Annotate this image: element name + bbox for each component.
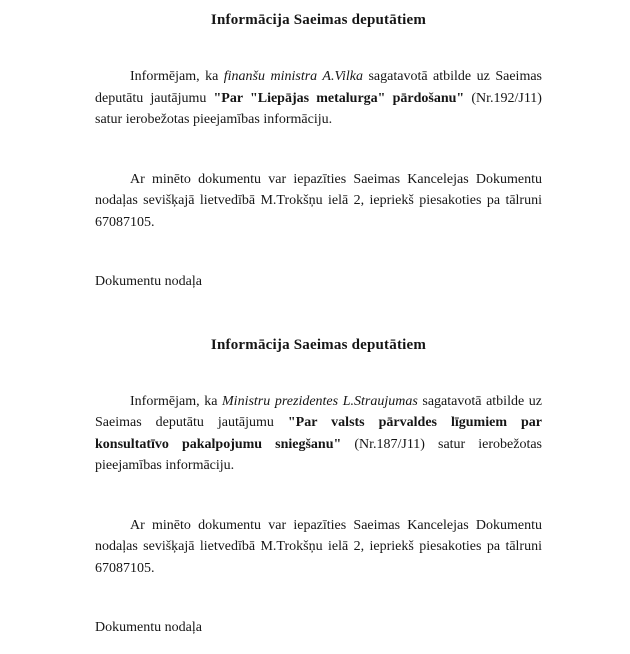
text-segment: Informējam, ka — [130, 69, 224, 84]
minister-name: Ministru prezidentes L.Straujumas — [222, 393, 418, 409]
section-title: Informācija Saeimas deputātiem — [210, 12, 427, 28]
text-segment: (Nr.187/J11) satur ierobežotas pieejamības informāciju. — [95, 436, 543, 473]
signature: Dokumentu nodaļa — [95, 274, 202, 289]
paragraph-intro — [95, 391, 542, 477]
text-segment: sagatavotā atbilde uz Saeimas deputātu jautājumu — [95, 393, 542, 430]
text-segment: Informējam, ka — [130, 393, 223, 409]
question-title: "Par "Liepājas metalurga" pārdošanu" — [213, 90, 465, 106]
question-title: "Par valsts pārvaldes līgumiem par konsultatīvo pakalpojumu sniegšanu" — [95, 415, 542, 452]
minister-name: finanšu ministra A.Vilka — [223, 69, 363, 84]
paragraph-intro — [95, 66, 542, 131]
notice-section-2 — [95, 337, 542, 639]
signature: Dokumentu nodaļa — [95, 620, 202, 635]
section-title: Informācija Saeimas deputātiem — [210, 336, 427, 353]
text-segment: sagatavotā atbilde uz Saeimas deputātu jautājumu — [95, 69, 542, 106]
paragraph-access-info: Ar minēto dokumentu var iepazīties Saeimas Kancelejas Dokumentu nodaļas sevišķajā lietvedībā M.Trokšņu ielā 2, iepriekš piesakoties pa tālruni 67087105. — [95, 517, 542, 576]
text-segment: (Nr.192/J11) satur ierobežotas pieejamības informāciju. — [95, 90, 542, 127]
notice-section-1 — [95, 12, 542, 293]
paragraph-access-info: Ar minēto dokumentu var iepazīties Saeimas Kancelejas Dokumentu nodaļas sevišķajā lietvedībā M.Trokšņu ielā 2, iepriekš piesakoties pa tālruni 67087105. — [95, 171, 542, 230]
